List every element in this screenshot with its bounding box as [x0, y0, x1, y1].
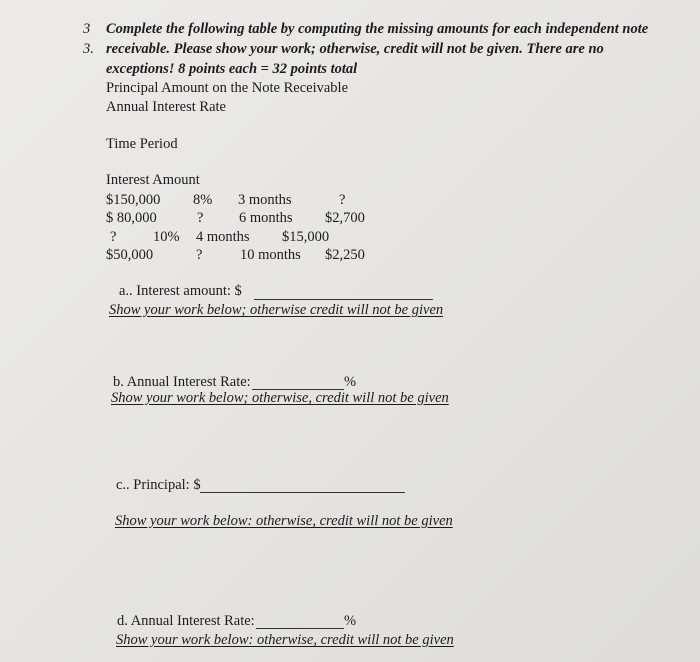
header-time: Time Period: [106, 136, 178, 152]
row2-principal: $ 80,000: [106, 210, 157, 226]
exceptions-text: exceptions!: [106, 61, 175, 77]
part-d-work-note: Show your work below: otherwise, credit will not be given: [116, 632, 454, 648]
part-a-answer-line[interactable]: [254, 299, 433, 300]
question-line-1: Complete the following table by computing the missing amounts for each independent note: [106, 21, 649, 37]
row4-interest: $2,250: [325, 247, 365, 263]
header-rate: Annual Interest Rate: [106, 99, 226, 115]
part-d-answer-line[interactable]: [256, 628, 344, 629]
row1-rate: 8%: [193, 192, 213, 208]
row2-interest: $2,700: [325, 210, 365, 226]
question-line-2: receivable. Please show your work; otherwise, credit will not be given. There are no: [106, 41, 604, 57]
part-a-work-note: Show your work below; otherwise credit will not be given: [109, 302, 444, 318]
row2-rate: ?: [197, 210, 204, 226]
row1-time: 3 months: [238, 192, 292, 208]
part-b-label: b. Annual Interest Rate:: [113, 374, 251, 390]
row3-rate: 10%: [153, 229, 180, 245]
row2-time: 6 months: [239, 210, 293, 226]
points-text: 8 points each = 32 points total: [178, 61, 358, 77]
question-number: 3: [83, 21, 91, 37]
part-d-label: d. Annual Interest Rate:: [117, 613, 255, 629]
row1-principal: $150,000: [106, 192, 161, 208]
row3-principal: ?: [110, 229, 117, 245]
part-c-work-note: Show your work below: otherwise, credit will not be given: [115, 513, 453, 529]
part-a-label: a.. Interest amount: $: [119, 283, 242, 299]
header-principal: Principal Amount on the Note Receivable: [106, 80, 349, 96]
header-interest: Interest Amount: [106, 172, 200, 188]
part-c-answer-line[interactable]: [200, 492, 405, 493]
row3-time: 4 months: [196, 229, 250, 245]
question-line-3: [106, 61, 357, 78]
part-c-label: c.. Principal: $: [116, 477, 201, 493]
row3-interest: $15,000: [282, 229, 330, 245]
part-b-work-note: Show your work below; otherwise, credit will not be given: [111, 390, 449, 406]
part-b-percent: %: [344, 374, 357, 390]
row4-rate: ?: [196, 247, 203, 263]
row4-time: 10 months: [240, 247, 301, 263]
row1-interest: ?: [339, 192, 346, 208]
row4-principal: $50,000: [106, 247, 154, 263]
part-d-percent: %: [344, 613, 357, 629]
question-number-dup: 3.: [83, 41, 94, 57]
